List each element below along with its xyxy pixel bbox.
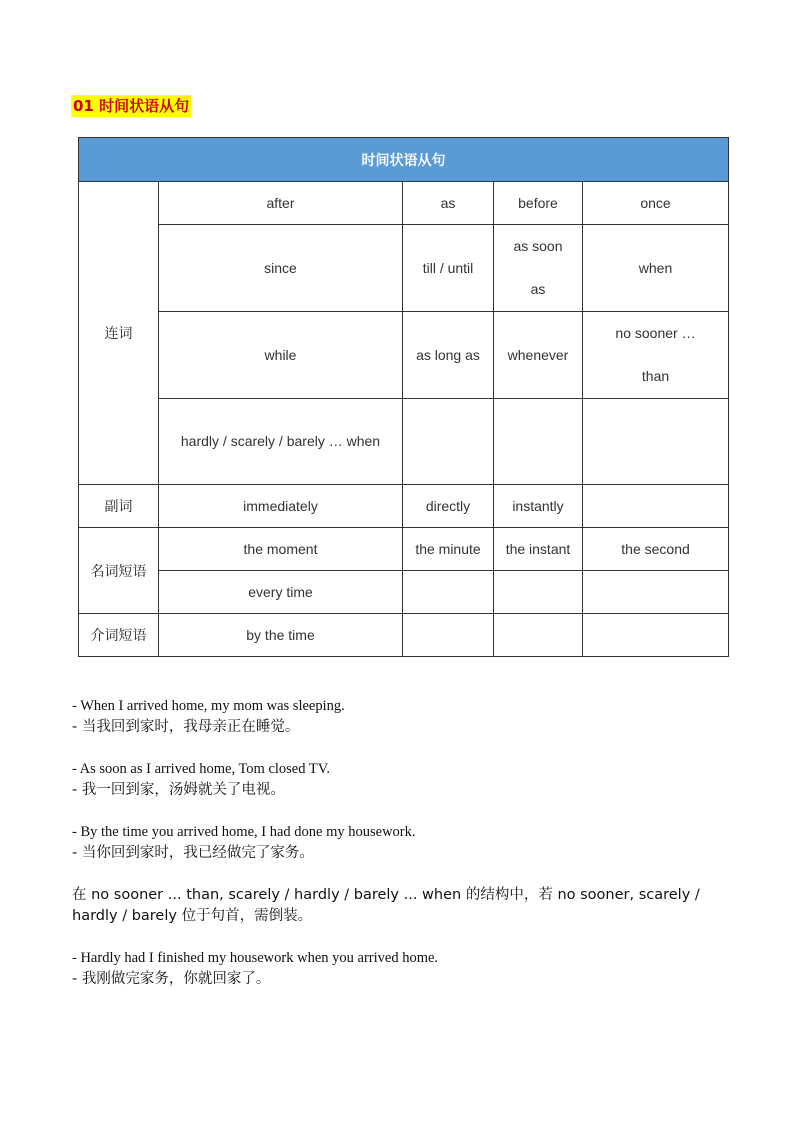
table-cell: every time	[159, 571, 403, 614]
table-cell	[403, 399, 494, 485]
table-cell: the moment	[159, 528, 403, 571]
table-row	[79, 225, 729, 312]
example-chinese: - 当你回到家时，我已经做完了家务。	[72, 845, 314, 861]
example-english: - When I arrived home, my mom was sleeping.	[72, 698, 345, 714]
table-row	[79, 485, 729, 528]
table-cell	[583, 614, 729, 657]
table-cell: whenever	[494, 312, 583, 399]
table-cell: directly	[403, 485, 494, 528]
example-pair	[72, 696, 732, 738]
table-cell: the second	[583, 528, 729, 571]
table-cell: before	[494, 182, 583, 225]
table-row	[79, 399, 729, 485]
section-heading: 01 时间状语从句	[73, 97, 190, 115]
category-prep-phrases: 介词短语	[79, 614, 159, 657]
example-pair	[72, 822, 732, 864]
table-cell: as	[403, 182, 494, 225]
table-cell	[583, 485, 729, 528]
table-header: 时间状语从句	[79, 138, 729, 182]
table-cell	[583, 399, 729, 485]
example-english: - As soon as I arrived home, Tom closed TV.	[72, 761, 330, 777]
table-row	[79, 312, 729, 399]
example-chinese: - 我一回到家，汤姆就关了电视。	[72, 782, 285, 798]
example-english: - By the time you arrived home, I had done my housework.	[72, 824, 416, 840]
table-cell: instantly	[494, 485, 583, 528]
table-row	[79, 571, 729, 614]
table-row	[79, 614, 729, 657]
examples-section	[72, 696, 732, 1011]
table-cell: no sooner … than	[583, 312, 729, 399]
category-noun-phrases: 名词短语	[79, 528, 159, 614]
example-english: - Hardly had I finished my housework when you arrived home.	[72, 950, 439, 966]
category-conjunctions: 连词	[79, 182, 159, 485]
table-cell	[403, 614, 494, 657]
conjunction-table	[78, 137, 729, 657]
table-cell: after	[159, 182, 403, 225]
inversion-note: 在 no sooner ... than, scarely / hardly / barely ... when 的结构中，若 no sooner, scarely / hardly / barely 位于句首，需倒装。	[72, 887, 700, 924]
table-cell	[403, 571, 494, 614]
table-cell: the instant	[494, 528, 583, 571]
table-cell	[494, 614, 583, 657]
table-cell: till / until	[403, 225, 494, 312]
table-cell	[494, 399, 583, 485]
table-row	[79, 182, 729, 225]
table-cell: by the time	[159, 614, 403, 657]
table-cell: immediately	[159, 485, 403, 528]
table-cell: when	[583, 225, 729, 312]
example-chinese: - 当我回到家时，我母亲正在睡觉。	[72, 719, 300, 735]
table-cell: once	[583, 182, 729, 225]
category-adverbs: 副词	[79, 485, 159, 528]
table-cell: as long as	[403, 312, 494, 399]
table-cell	[583, 571, 729, 614]
table-cell	[494, 571, 583, 614]
example-chinese: - 我刚做完家务，你就回家了。	[72, 971, 271, 987]
table-cell: while	[159, 312, 403, 399]
table-cell: as soon as	[494, 225, 583, 312]
example-pair	[72, 759, 732, 801]
table-header-row	[79, 138, 729, 182]
table-row	[79, 528, 729, 571]
example-pair	[72, 948, 732, 990]
table-cell: since	[159, 225, 403, 312]
table-cell: hardly / scarely / barely … when	[159, 399, 403, 485]
table-cell: the minute	[403, 528, 494, 571]
